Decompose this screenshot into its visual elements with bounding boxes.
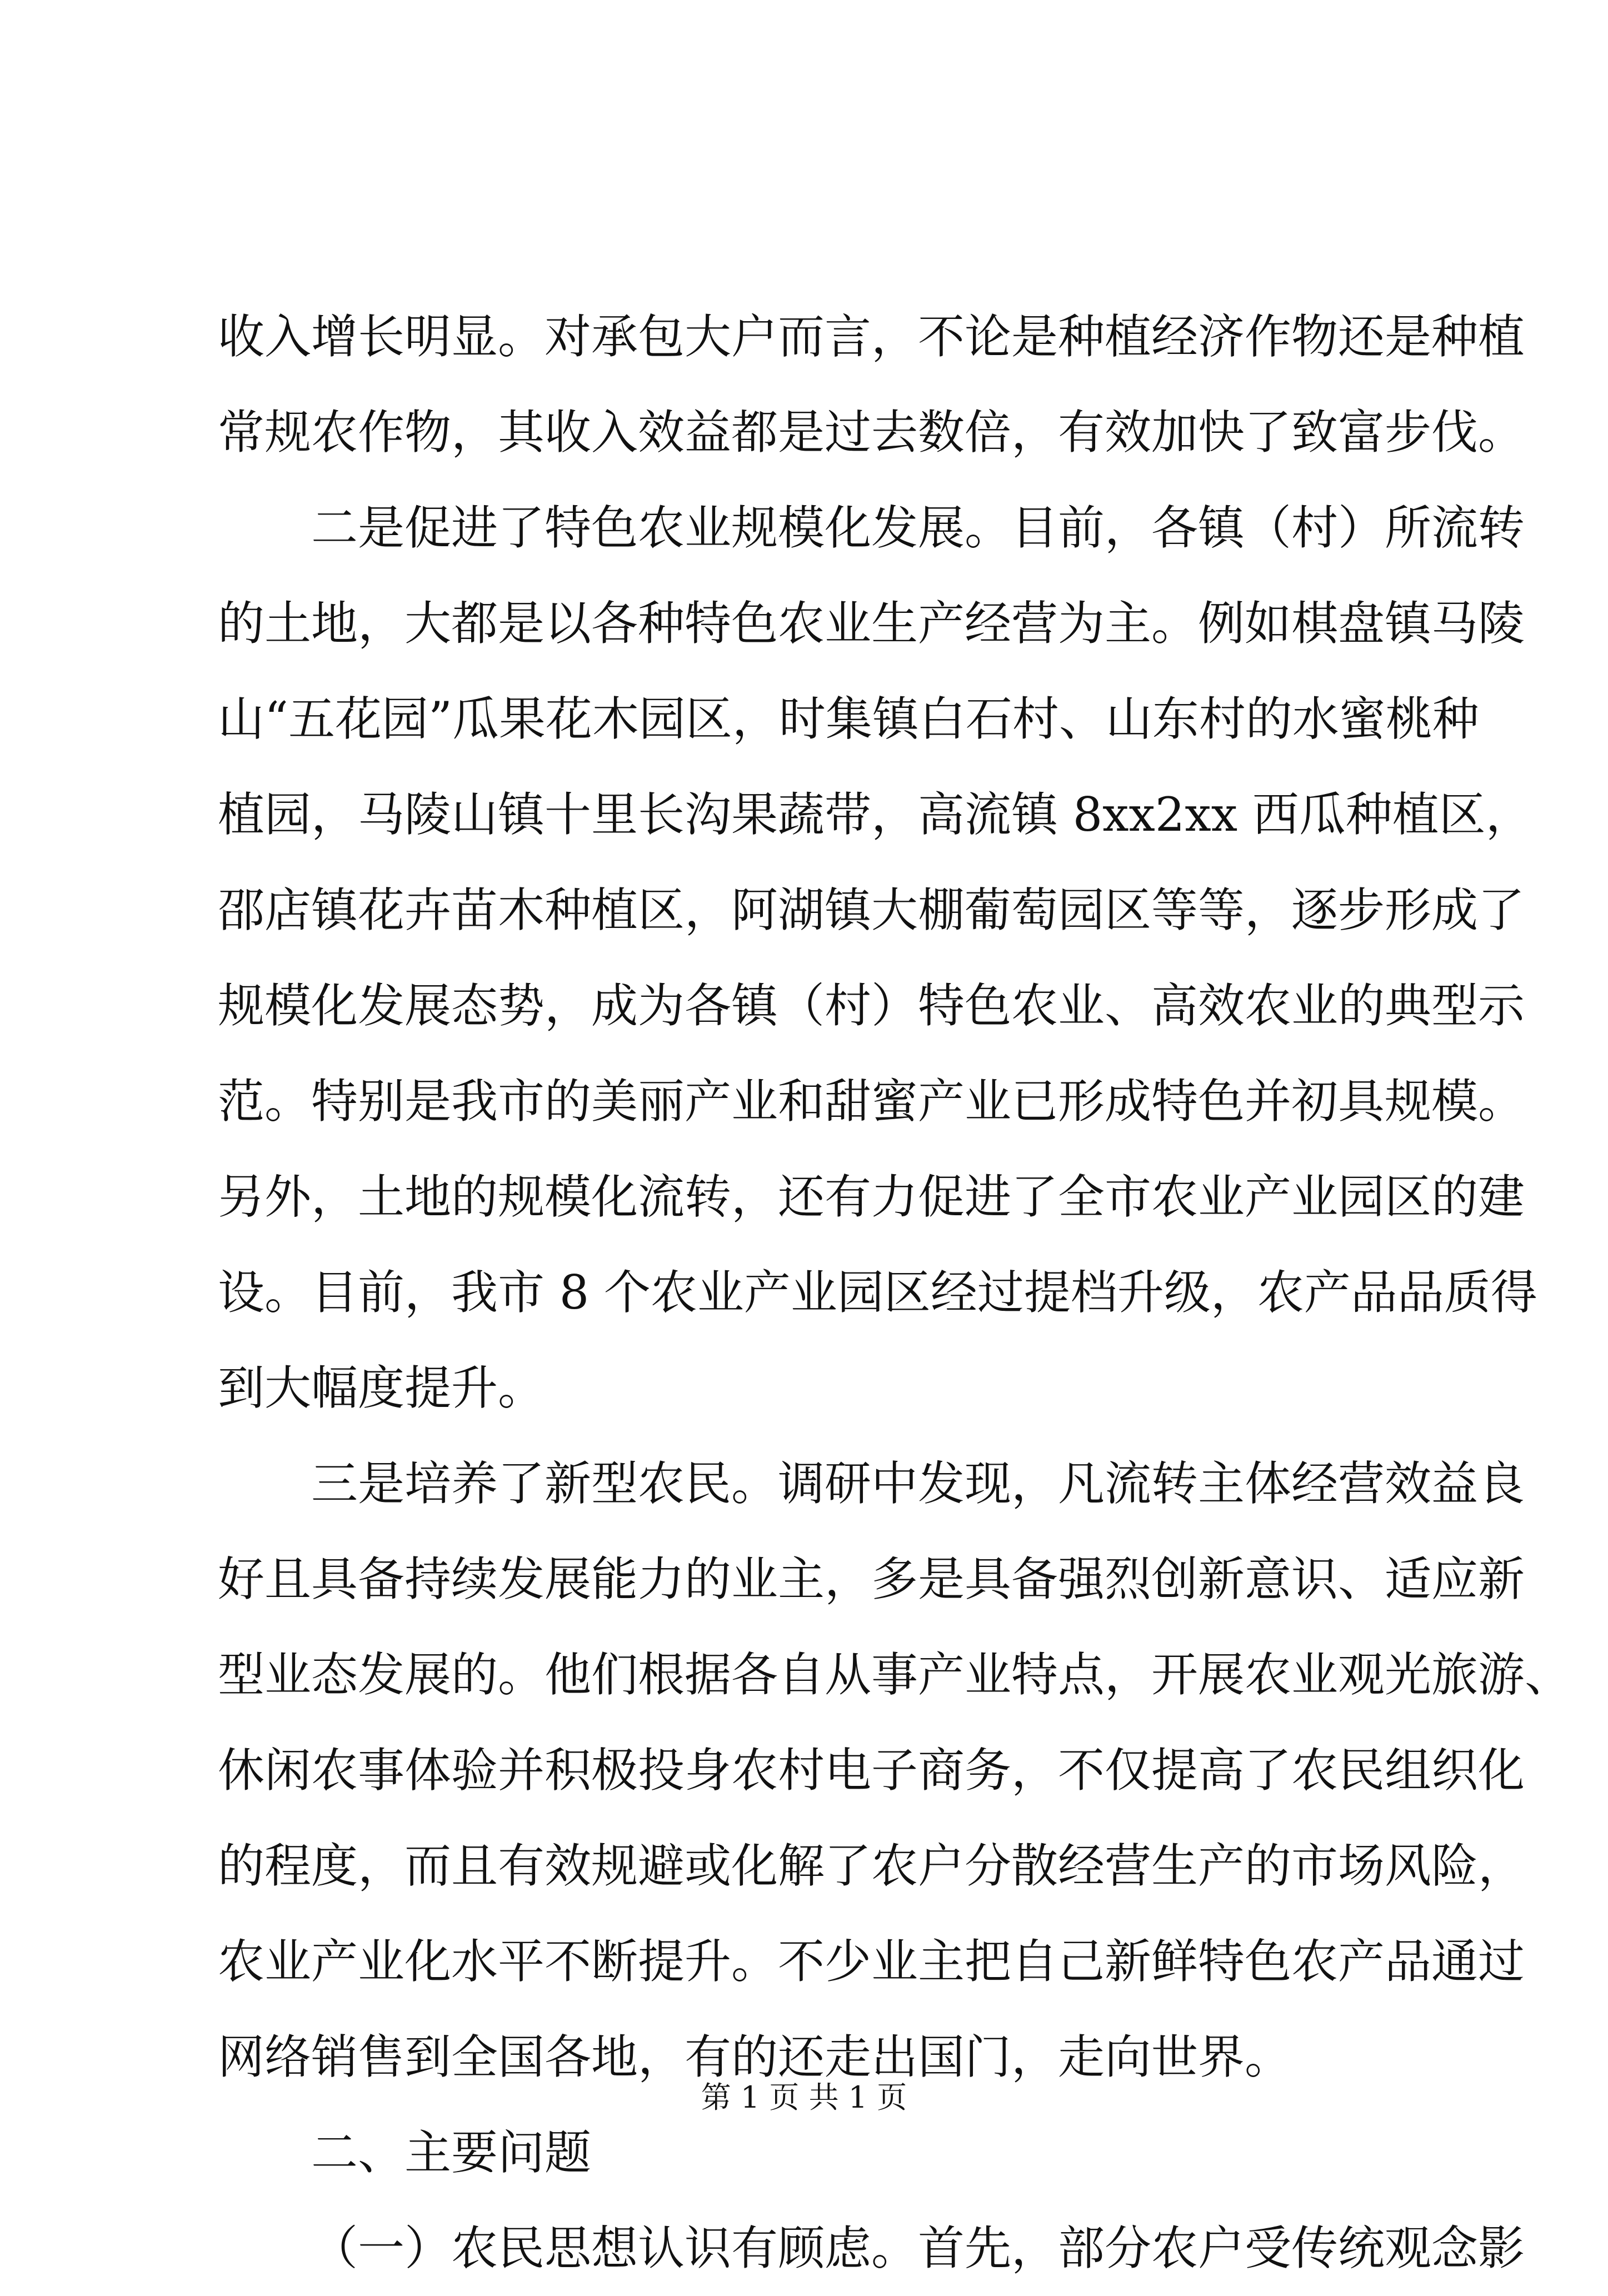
subsection-first-line: （一）农民思想认识有顾虑。首先，部分农户受传统观念影	[311, 2221, 1525, 2275]
text-line: 型业态发展的。他们根据各自从事产业特点，开展农业观光旅游、	[218, 1648, 1572, 1702]
document-body	[218, 289, 1572, 2296]
text-line: 休闲农事体验并积极投身农村电子商务，不仅提高了农民组织化	[218, 1743, 1525, 1798]
text-line: 另外，土地的规模化流转，还有力促进了全市农业产业园区的建	[218, 1170, 1525, 1224]
page-footer: 第 1 页 共 1 页	[701, 2080, 907, 2115]
text-line: 范。特别是我市的美丽产业和甜蜜产业已形成特色并初具规模。	[218, 1074, 1525, 1129]
text-line: 的程度，而且有效规避或化解了农户分散经营生产的市场风险，	[218, 1839, 1525, 1893]
text-line: 的土地，大都是以各种特色农业生产经营为主。例如棋盘镇马陵	[218, 596, 1525, 651]
text-line: 邵店镇花卉苗木种植区，阿湖镇大棚葡萄园区等等，逐步形成了	[218, 883, 1525, 937]
text-line: 好且具备持续发展能力的业主，多是具备强烈创新意识、适应新	[218, 1552, 1525, 1606]
text-line: 设。目前，我市 8 个农业产业园区经过提档升级，农产品品质得	[218, 1265, 1537, 1320]
text-line: 网络销售到全国各地，有的还走出国门，走向世界。	[218, 2030, 1292, 2084]
text-line: 植园，马陵山镇十里长沟果蔬带，高流镇 8xx2xx 西瓜种植区，	[218, 787, 1532, 842]
text-line: 到大幅度提升。	[218, 1361, 545, 1415]
section-heading: 二、主要问题	[311, 2125, 592, 2180]
text-line: 农业产业化水平不断提升。不少业主把自己新鲜特色农产品通过	[218, 1934, 1525, 1989]
paragraph-first-line: 二是促进了特色农业规模化发展。目前，各镇（村）所流转	[311, 501, 1525, 555]
text-line: 收入增长明显。对承包大户而言，不论是种植经济作物还是种植	[218, 310, 1525, 364]
text-line: 规模化发展态势，成为各镇（村）特色农业、高效农业的典型示	[218, 979, 1525, 1033]
paragraph-first-line: 三是培养了新型农民。调研中发现，凡流转主体经营效益良	[311, 1456, 1525, 1511]
text-line: 常规农作物，其收入效益都是过去数倍，有效加快了致富步伐。	[218, 405, 1525, 460]
text-line: 山“五花园”瓜果花木园区，时集镇白石村、山东村的水蜜桃种	[218, 692, 1479, 746]
